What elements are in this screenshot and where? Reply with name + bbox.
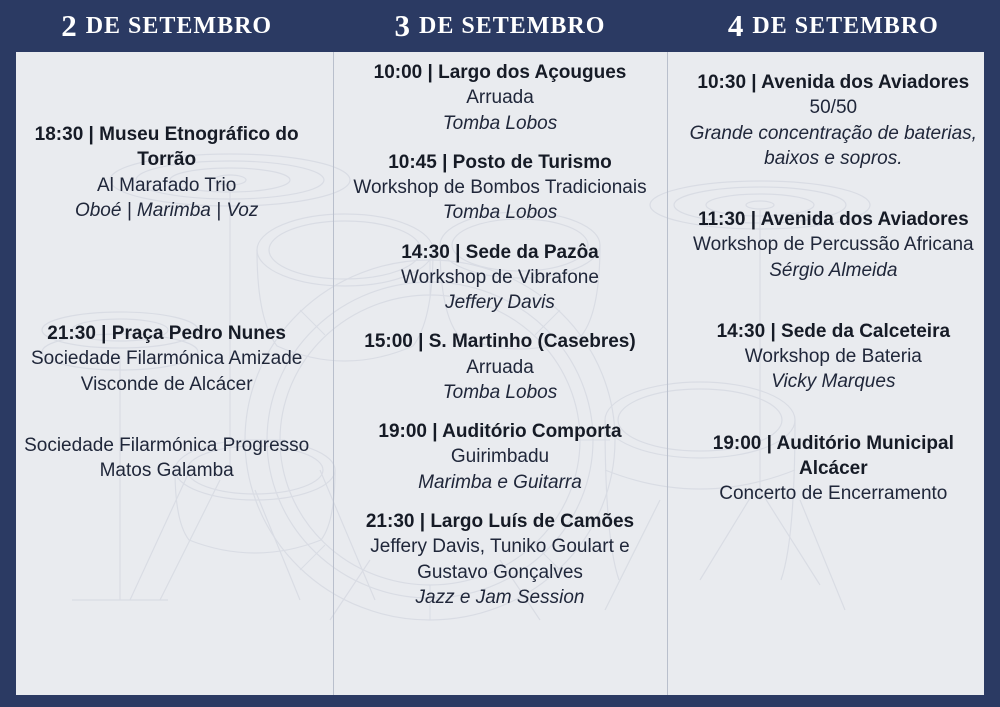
event-item: [347, 60, 652, 136]
schedule-column-day-3: [667, 52, 1000, 707]
event-item: [681, 207, 986, 283]
header-day-1-number: 2: [61, 8, 78, 43]
event-venue: 19:00 | Auditório Comporta: [378, 421, 622, 443]
event-artist: Vicky Marques: [771, 371, 896, 393]
header-day-3: [667, 0, 1000, 52]
event-venue: 21:30 | Largo Luís de Camões: [365, 510, 635, 532]
event-description: 50/50: [809, 97, 858, 119]
event-item: [347, 419, 652, 495]
event-description: Sociedade Filarmónica Progresso Matos Galamba: [24, 434, 310, 482]
event-artist: Jeffery Davis: [445, 292, 555, 314]
header-day-2-text: DE SETEMBRO: [419, 12, 606, 39]
event-description: Arruada: [466, 87, 534, 109]
event-item: [681, 70, 986, 171]
event-description: Jeffery Davis, Tuniko Goulart e Gustavo Gonçalves: [370, 536, 630, 583]
event-item: [681, 431, 986, 507]
schedule-columns: [0, 52, 1000, 707]
event-item: [347, 509, 652, 610]
header-day-3-text: DE SETEMBRO: [752, 12, 939, 39]
right-edge-band: [984, 0, 1000, 707]
header-day-1-text: DE SETEMBRO: [85, 12, 273, 39]
schedule-column-day-1: [0, 52, 333, 707]
event-venue: 21:30 | Praça Pedro Nunes: [47, 323, 287, 345]
event-venue: 18:30 | Museu Etnográfico do Torrão: [34, 124, 299, 171]
event-item: [14, 122, 319, 223]
event-item: [681, 319, 986, 395]
event-description: Workshop de Bateria: [744, 346, 922, 368]
footer-band: [0, 695, 1000, 707]
event-item: [347, 329, 652, 405]
event-venue: 10:45 | Posto de Turismo: [388, 151, 612, 173]
event-venue: 14:30 | Sede da Pazôa: [401, 241, 599, 263]
event-venue: 14:30 | Sede da Calceteira: [716, 320, 951, 342]
event-description: Workshop de Bombos Tradicionais: [353, 177, 647, 199]
header-day-3-number: 4: [727, 8, 745, 43]
date-header-bar: [0, 0, 1000, 52]
event-artist: Tomba Lobos: [442, 381, 558, 403]
event-artist: Jazz e Jam Session: [415, 586, 585, 608]
event-venue: 15:00 | S. Martinho (Casebres): [364, 331, 636, 353]
event-artist: Sérgio Almeida: [769, 259, 898, 281]
header-day-1: [0, 0, 333, 52]
event-description: Guirimbadu: [450, 446, 550, 468]
event-artist: Marimba e Guitarra: [418, 471, 582, 493]
event-artist: Oboé | Marimba | Voz: [74, 199, 259, 221]
event-venue: 11:30 | Avenida dos Aviadores: [697, 209, 969, 231]
event-description: Arruada: [466, 356, 534, 378]
event-description: Al Marafado Trio: [96, 174, 237, 196]
header-day-2: [333, 0, 666, 52]
header-day-2-number: 3: [394, 8, 412, 43]
event-venue: 10:00 | Largo dos Açougues: [373, 62, 627, 83]
event-item: [347, 150, 652, 226]
left-edge-band: [0, 0, 16, 707]
event-artist: Grande concentração de baterias, baixos e sopros.: [689, 122, 977, 169]
schedule-column-day-2: [333, 52, 666, 707]
event-item: [347, 240, 652, 316]
event-description: Sociedade Filarmónica Amizade Visconde de Alcácer: [30, 348, 303, 395]
event-description: Workshop de Percussão Africana: [693, 234, 974, 256]
event-venue: 10:30 | Avenida dos Aviadores: [697, 72, 970, 93]
event-artist: Tomba Lobos: [442, 202, 558, 224]
event-venue: 19:00 | Auditório Municipal Alcácer: [712, 432, 954, 479]
event-artist: Tomba Lobos: [442, 112, 558, 134]
event-item: [14, 433, 319, 484]
event-description: Concerto de Encerramento: [719, 483, 948, 505]
event-description: Workshop de Vibrafone: [401, 266, 599, 288]
event-item: [14, 321, 319, 397]
